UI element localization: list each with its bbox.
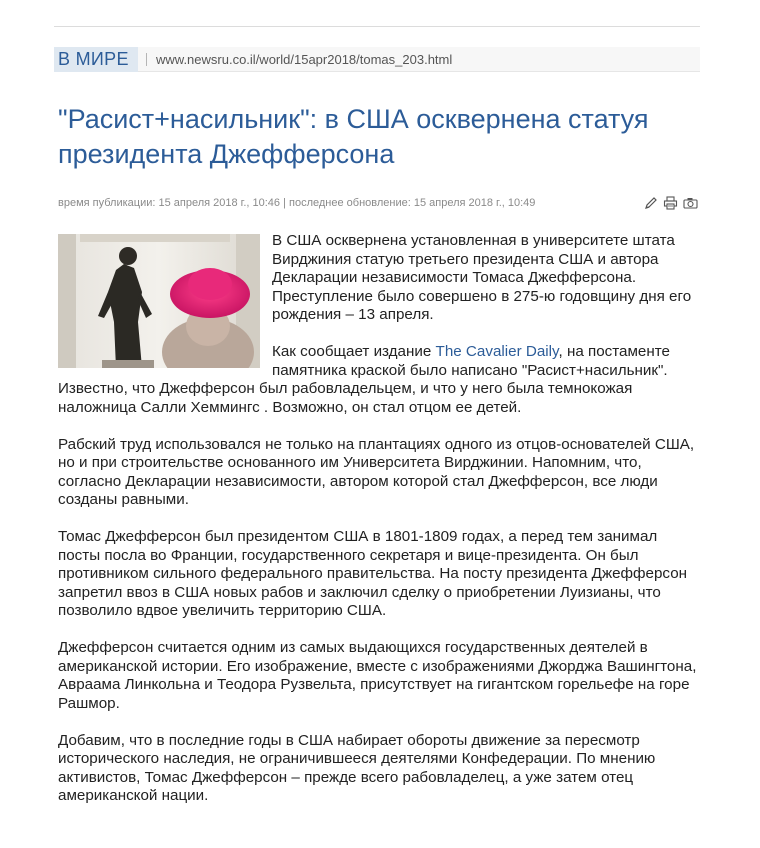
paragraph-text: , на постаменте памятника краской было написано "Расист+насильник". Известно, что Джефферсон был рабовладельцем, и что у него была темнокожая наложница Салли Хеммингс . Возможно, он стал отцом ее детей. bbox=[58, 343, 670, 416]
paragraph: Рабский труд использовался не только на плантациях одного из отцов-основателей США, но и при строительстве основанного им Университета Вирджинии. Напомним, что, согласно Декларации независимости, автором которой стал Джефферсон, все люди созданы равными. bbox=[58, 435, 695, 508]
article-title: "Расист+насильник": в США осквернена статуя президента Джефферсона bbox=[58, 104, 649, 169]
publication-meta: время публикации: 15 апреля 2018 г., 10:46 | последнее обновление: 15 апреля 2018 г., 10:49 bbox=[58, 197, 536, 209]
source-link[interactable]: The Cavalier Daily bbox=[435, 343, 559, 360]
printer-icon[interactable] bbox=[663, 196, 678, 210]
camera-icon[interactable] bbox=[683, 196, 698, 210]
url-text[interactable]: www.newsru.co.il/world/15apr2018/tomas_203.html bbox=[156, 52, 453, 67]
section-tag[interactable]: В МИРЕ bbox=[54, 47, 138, 72]
paragraph: Джефферсон считается одним из самых выдающихся государственных деятелей в американской истории. Его изображение, вместе с изображениями Джорджа Вашингтона, Авраама Линкольна и Теодора Рузвельта, присутствует на гигантском горельефе на горе Рашмор. bbox=[58, 639, 697, 712]
article-page bbox=[54, 26, 700, 804]
paragraph: Добавим, что в последние годы в США набирает обороты движение за пересмотр исторического наследия, не ограничившееся деятелями Конфедерации. По мнению активистов, Томас Джефферсон – прежде всего рабовладелец, а уже затем отец американской нации. bbox=[58, 731, 656, 804]
photo-spacer bbox=[58, 232, 272, 370]
url-bar[interactable] bbox=[138, 47, 700, 72]
pencil-icon[interactable] bbox=[644, 196, 658, 210]
paragraph: Томас Джефферсон был президентом США в 1801-1809 годах, а перед тем занимал посты посла во Франции, государственного секретаря и вице-президента. Он был противником сильного федерального правительства. На посту президента Джефферсон запретил ввоз в США новых рабов и заключил сделку о приобретении Луизианы, что позволило вдвое увеличить территорию США. bbox=[58, 528, 688, 619]
url-separator bbox=[146, 53, 147, 66]
paragraph-text: Как сообщает издание bbox=[272, 343, 436, 360]
article-body bbox=[58, 232, 702, 824]
site-header bbox=[54, 26, 700, 71]
article-tools bbox=[644, 196, 698, 210]
paragraph: В США осквернена установленная в университете штата Вирджиния статую третьего президента США и автора Декларации независимости Томаса Джефферсона. Преступление было совершено в 275-ю годовщину дня его рождения – 13 апреля. bbox=[272, 232, 692, 323]
